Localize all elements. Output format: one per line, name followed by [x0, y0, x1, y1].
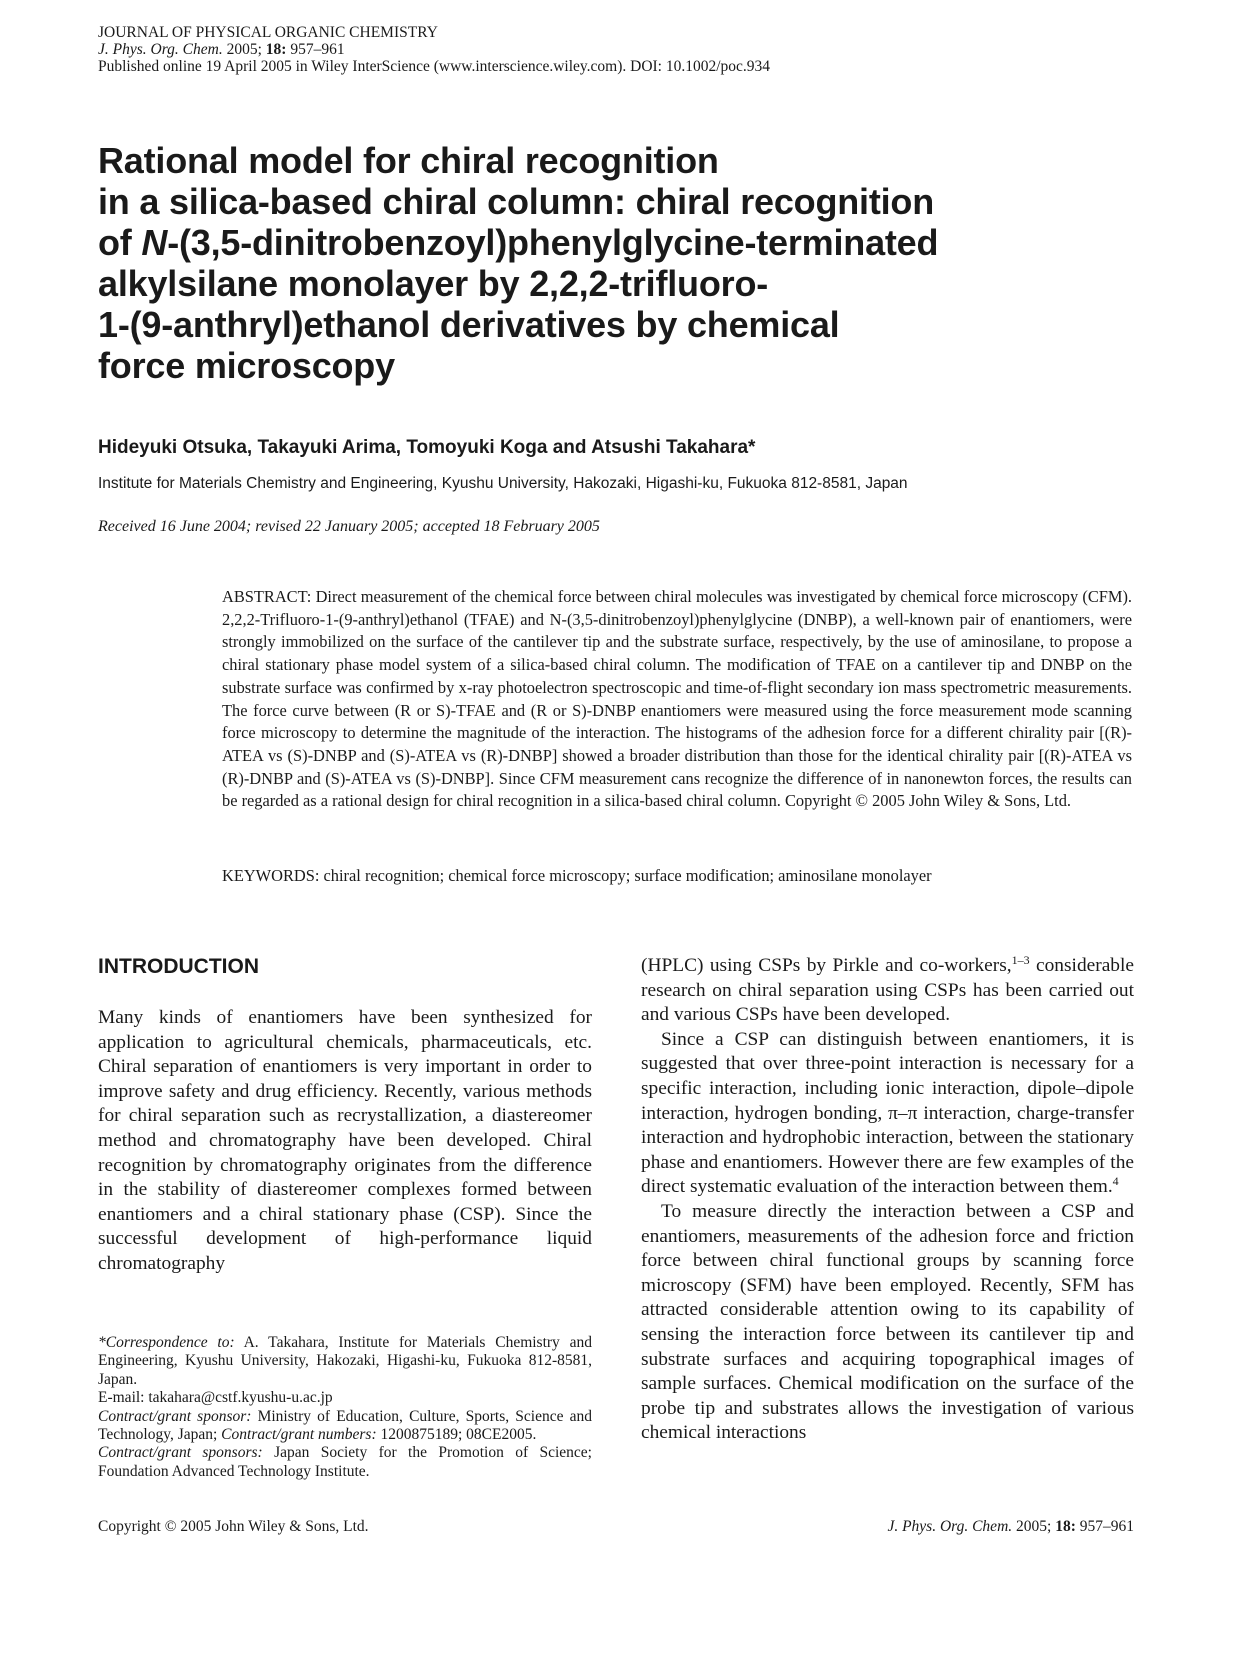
title-line: force microscopy — [98, 345, 395, 386]
section-heading-introduction: INTRODUCTION — [98, 955, 259, 978]
footnotes — [98, 1334, 592, 1481]
citation-volume: 18: — [265, 41, 287, 58]
body-paragraph: To measure directly the interaction between a CSP and enantiomers, measurements of the adhesion force and friction force between chiral functional groups by scanning force microscopy (SFM) have been employed. Recently, SFM has attracted considerable attention owing to its capability of sensing the interaction force between its cantilever tip and substrate surfaces and acquiring topographical images of sample surfaces. Chemical modification on the surface of the probe tip and substrates allows the investigation of various chemical interactions — [641, 1200, 1134, 1444]
title-line: Rational model for chiral recognition — [98, 140, 719, 181]
body-paragraph: Many kinds of enantiomers have been synthesized for application to agricultural chemicals, pharmaceuticals, etc. Chiral separation of enantiomers is very important in order to improve safety and drug efficiency. Recently, various methods for chiral separation such as recrystallization, a diastereomer method and chromatography have been developed. Chiral recognition by chromatography originates from the difference in the stability of diastereomer complexes formed between enantiomers and a chiral stationary phase (CSP). Since the successful development of high-performance liquid chromatography — [98, 1007, 592, 1274]
publication-line: Published online 19 April 2005 in Wiley InterScience (www.interscience.wiley.com). DOI: 10.1002/poc.934 — [98, 58, 771, 75]
footer-copyright: Copyright © 2005 John Wiley & Sons, Ltd. — [98, 1518, 369, 1535]
journal-name: JOURNAL OF PHYSICAL ORGANIC CHEMISTRY — [98, 24, 438, 41]
affiliation: Institute for Materials Chemistry and Engineering, Kyushu University, Hakozaki, Higashi-ku, Fukuoka 812-8581, Japan — [98, 475, 908, 492]
reference-superscript: 4 — [1112, 1174, 1119, 1189]
running-header — [98, 24, 1148, 75]
abstract — [222, 586, 1132, 813]
received-dates: Received 16 June 2004; revised 22 January 2005; accepted 18 February 2005 — [98, 518, 600, 535]
title-line: alkylsilane monolayer by 2,2,2-trifluoro- — [98, 263, 769, 304]
citation-journal: J. Phys. Org. Chem. — [98, 41, 223, 58]
title-line: of N-(3,5-dinitrobenzoyl)phenylglycine-terminated — [98, 222, 939, 263]
grant-footnote: Contract/grant sponsor: Ministry of Education, Culture, Sports, Science and Technology, Japan; Contract/grant numbers: 1200875189; 08CE2005. — [98, 1407, 593, 1444]
body-paragraph: (HPLC) using CSPs by Pirkle and co-workers,$^{1-3}$ considerable research on chiral separation using CSPs has been carried out and various CSPs have been developed. — [641, 953, 1134, 1026]
correspondence-footnote: *Correspondence to: A. Takahara, Institute for Materials Chemistry and Engineering, Kyushu University, Hakozaki, Higashi-ku, Fukuoka 812-8581, Japan. — [98, 1334, 592, 1388]
body-paragraph: Since a CSP can distinguish between enantiomers, it is suggested that over three-point interaction is necessary for a specific interaction, including ionic interaction, dipole–dipole interaction, hydrogen bonding, π–π interaction, charge-transfer interaction and hydrophobic interaction, between the stationary phase and enantiomers. However there are few examples of the direct systematic evaluation of the interaction between them.$^4$ — [641, 1028, 1134, 1198]
abstract-text: ABSTRACT: Direct measurement of the chemical force between chiral molecules was investigated by chemical force microscopy (CFM). 2,2,2-Trifluoro-1-(9-anthryl)ethanol (TFAE) and N-(3,5-dinitrobenzoyl)phenylglycine (DNBP), a well-known pair of enantiomers, were strongly immobilized on the surface of the cantilever tip and the substrate surface, respectively, by the use of aminosilane, to propose a chiral stationary phase model system of a silica-based chiral column. The modification of TFAE on a cantilever tip and DNBP on the substrate surface was confirmed by x-ray photoelectron spectroscopic and time-of-flight secondary ion mass spectrometric measurements. The force curve between (R or S)-TFAE and (R or S)-DNBP enantiomers were measured using the force measurement mode scanning force microscopy to determine the magnitude of the interaction. The histograms of the adhesion force for a different chirality pair [(R)-ATEA vs (S)-DNBP and (S)-ATEA vs (R)-DNBP] showed a broader distribution than those for the identical chirality pair [(R)-ATEA vs (R)-DNBP and (S)-ATEA vs (S)-DNBP]. Since CFM measurement cans recognize the difference of in nanonewton forces, the results can be regarded as a rational design for chiral recognition in a silica-based chiral column. Copyright © 2005 John Wiley & Sons, Ltd. — [222, 587, 1132, 811]
title-italic-n: N — [141, 222, 168, 263]
citation-pages: 957–961 — [290, 41, 345, 58]
footer-citation: J. Phys. Org. Chem. 2005; 18: 957–961 — [887, 1518, 1134, 1535]
citation-year: 2005; — [226, 41, 262, 58]
reference-superscript: 1–3 — [1011, 953, 1030, 967]
email-footnote: E-mail: takahara@cstf.kyushu-u.ac.jp — [98, 1389, 333, 1407]
body-column-left — [98, 1006, 592, 1277]
author-list: Hideyuki Otsuka, Takayuki Arima, Tomoyuki Koga and Atsushi Takahara* — [98, 437, 756, 458]
article-title — [98, 140, 1158, 386]
citation-line — [98, 41, 1148, 58]
title-line: in a silica-based chiral column: chiral recognition — [98, 181, 935, 222]
title-line: 1-(9-anthryl)ethanol derivatives by chemical — [98, 304, 840, 345]
sponsors-footnote: Contract/grant sponsors: Japan Society for the Promotion of Science; Foundation Advanced Technology Institute. — [98, 1444, 592, 1480]
keywords: KEYWORDS: chiral recognition; chemical force microscopy; surface modification; aminosilane monolayer — [222, 866, 932, 885]
body-column-right — [641, 954, 1134, 1446]
